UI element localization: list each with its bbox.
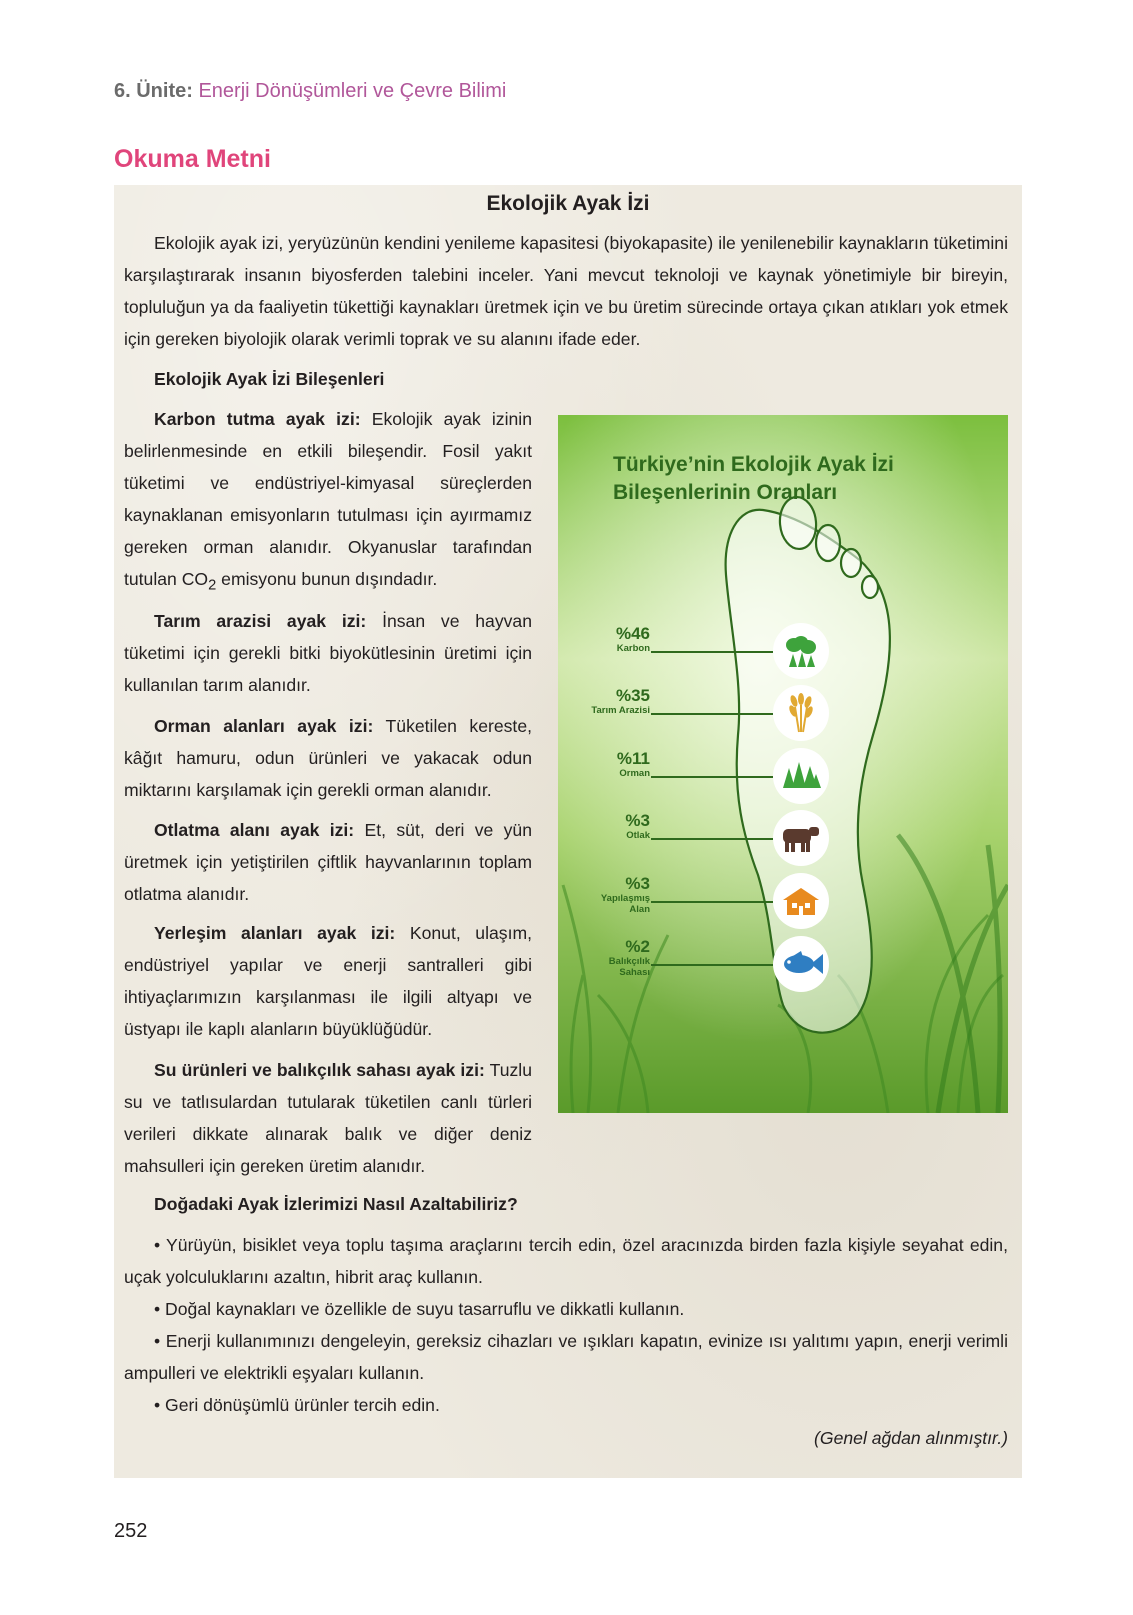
tip-item: • Enerji kullanımınızı dengeleyin, gereksiz cihazları ve ışıkları kapatın, evinize ısı yalıtımı yapın, enerji verimli ampulleri ve elektrikli eşyaları kullanın. [124,1331,1008,1383]
subscript: 2 [208,577,217,594]
source-note: (Genel ağdan alınmıştır.) [814,1428,1008,1448]
unit-label: 6. Ünite: [114,80,193,102]
footprint-category: Otlak [626,830,650,841]
component-text: Konut, ulaşım, endüstriyel yapılar ve enerji santralleri gibi ihtiyaçlarımızın karşılanması ile ilgili altyapı ve üstyapı ile kaplı alanların büyüklüğüdür. [124,923,533,1039]
footprint-leader-line [651,713,773,715]
intro-paragraph: Ekolojik ayak izi, yeryüzünün kendini yenileme kapasitesi (biyokapasite) ile yenilenebilir kaynakların tüketimini karşılaştırarak insanın biyosferden talebini inceler. Yani mevcut teknoloji ve kaynak yönetimiyle bir bireyin, topluluğun ya da faaliyetin tükettiği kaynakları üretmek için ve bu üretim sürecinde ortaya çıkan atıkları yok etmek için gereken biyolojik olarak verimli toprak ve su alanını ifade eder. [124,233,1008,349]
unit-header [114,80,506,103]
footprint-row-label [609,938,650,978]
component-text: Tüketilen kereste, kâğıt hamuru, odun ürünleri ve yakacak odun miktarını karşılamak için gerekli orman alanıdır. [124,716,532,800]
wheat-icon [773,685,829,741]
footprint-percentage: %11 [616,749,650,768]
component-agriculture [124,605,532,701]
footprint-percentage: %2 [625,937,650,956]
component-settlement [124,917,532,1045]
component-term: Yerleşim alanları ayak izi: [154,923,396,943]
footprint-leader-line [651,964,773,966]
components-heading: Ekolojik Ayak İzi Bileşenleri [154,369,385,389]
footprint-category: Karbon [616,643,650,654]
footprint-row [558,875,1008,925]
unit-title: Enerji Dönüşümleri ve Çevre Bilimi [198,80,507,102]
component-fishery [124,1054,532,1182]
component-carbon [124,403,532,602]
component-text: Et, süt, deri ve yün üretmek için yetiştirilen çiftlik hayvanlarının toplam otlatma alanıdır. [124,820,532,904]
tip-item: • Yürüyün, bisiklet veya toplu taşıma araçlarını tercih edin, özel aracınızda birden fazla kişiyle seyahat edin, uçak yolculuklarını azaltın, hibrit araç kullanın. [124,1235,1008,1287]
tip-item: • Geri dönüşümlü ürünler tercih edin. [154,1395,440,1415]
footprint-leader-line [651,651,773,653]
tip-item: • Doğal kaynakları ve özellikle de suyu tasarruflu ve dikkatli kullanın. [154,1299,685,1319]
component-term: Karbon tutma ayak izi: [154,409,361,429]
infographic-title-line1: Türkiye’nin Ekolojik Ayak İzi [613,453,894,476]
page-number: 252 [114,1520,148,1542]
component-term: Otlatma alanı ayak izi: [154,820,355,840]
infographic-title-line2: Bileşenlerinin Oranları [613,481,838,504]
footprint-row-label [616,625,650,654]
footprint-row [558,938,1008,988]
article-title: Ekolojik Ayak İzi [486,192,650,215]
footprint-leader-line [651,776,773,778]
footprint-leader-line [651,838,773,840]
component-text: Tuzlu su ve tatlısulardan tutularak tüketilen canlı türleri verileri dikkate alınarak balık ve diğer deniz mahsulleri için gereken üretim alanıdır. [124,1060,532,1176]
footprint-percentage: %46 [615,624,650,643]
component-forest [124,710,532,806]
component-term: Orman alanları ayak izi: [154,716,374,736]
reduce-heading: Doğadaki Ayak İzlerimizi Nasıl Azaltabiliriz? [154,1194,518,1214]
infographic-title [613,451,894,507]
component-text: Ekolojik ayak izinin belirlenmesinde en etkili bileşendir. Fosil yakıt tüketimi ve endüstriyel-kimyasal süreçlerden kaynaklanan emisyonların tutulması için ayırmamız gereken orman alanıdır. Okyanuslar tarafından tutulan CO [124,409,532,589]
footprint-row-label [591,687,650,716]
footprint-category: Orman [619,768,650,779]
cow-icon [773,810,829,866]
footprint-category: Tarım Arazisi [591,705,650,716]
footprint-category: Yapılaşmış [600,893,650,904]
component-text: İnsan ve hayvan tüketimi için gerekli bitki biyokütlesinin üretimi için kullanılan tarım alanıdır. [124,611,532,695]
forest-icon [773,748,829,804]
footprint-leader-line [651,901,773,903]
footprint-category-line2: Alan [629,904,650,915]
footprint-row [558,625,1008,675]
component-text: emisyonu bunun dışındadır. [216,569,438,589]
footprint-row [558,812,1008,862]
fish-icon [773,936,829,992]
footprint-percentage: %35 [615,686,650,705]
footprint-row-label [601,875,650,915]
footprint-infographic [558,415,1008,1113]
component-term: Su ürünleri ve balıkçılık sahası ayak izi: [154,1060,485,1080]
trees-cloud-icon [773,623,829,679]
component-term: Tarım arazisi ayak izi: [154,611,367,631]
house-icon [773,873,829,929]
footprint-row-label [617,750,650,779]
footprint-row [558,687,1008,737]
footprint-category-line2: Sahası [619,967,650,978]
footprint-row [558,750,1008,800]
footprint-percentage: %3 [625,874,650,893]
component-grazing [124,814,532,910]
footprint-row-label [625,812,650,841]
section-title: Okuma Metni [114,145,271,173]
footprint-category: Balıkçılık [608,956,650,967]
footprint-percentage: %3 [625,811,650,830]
